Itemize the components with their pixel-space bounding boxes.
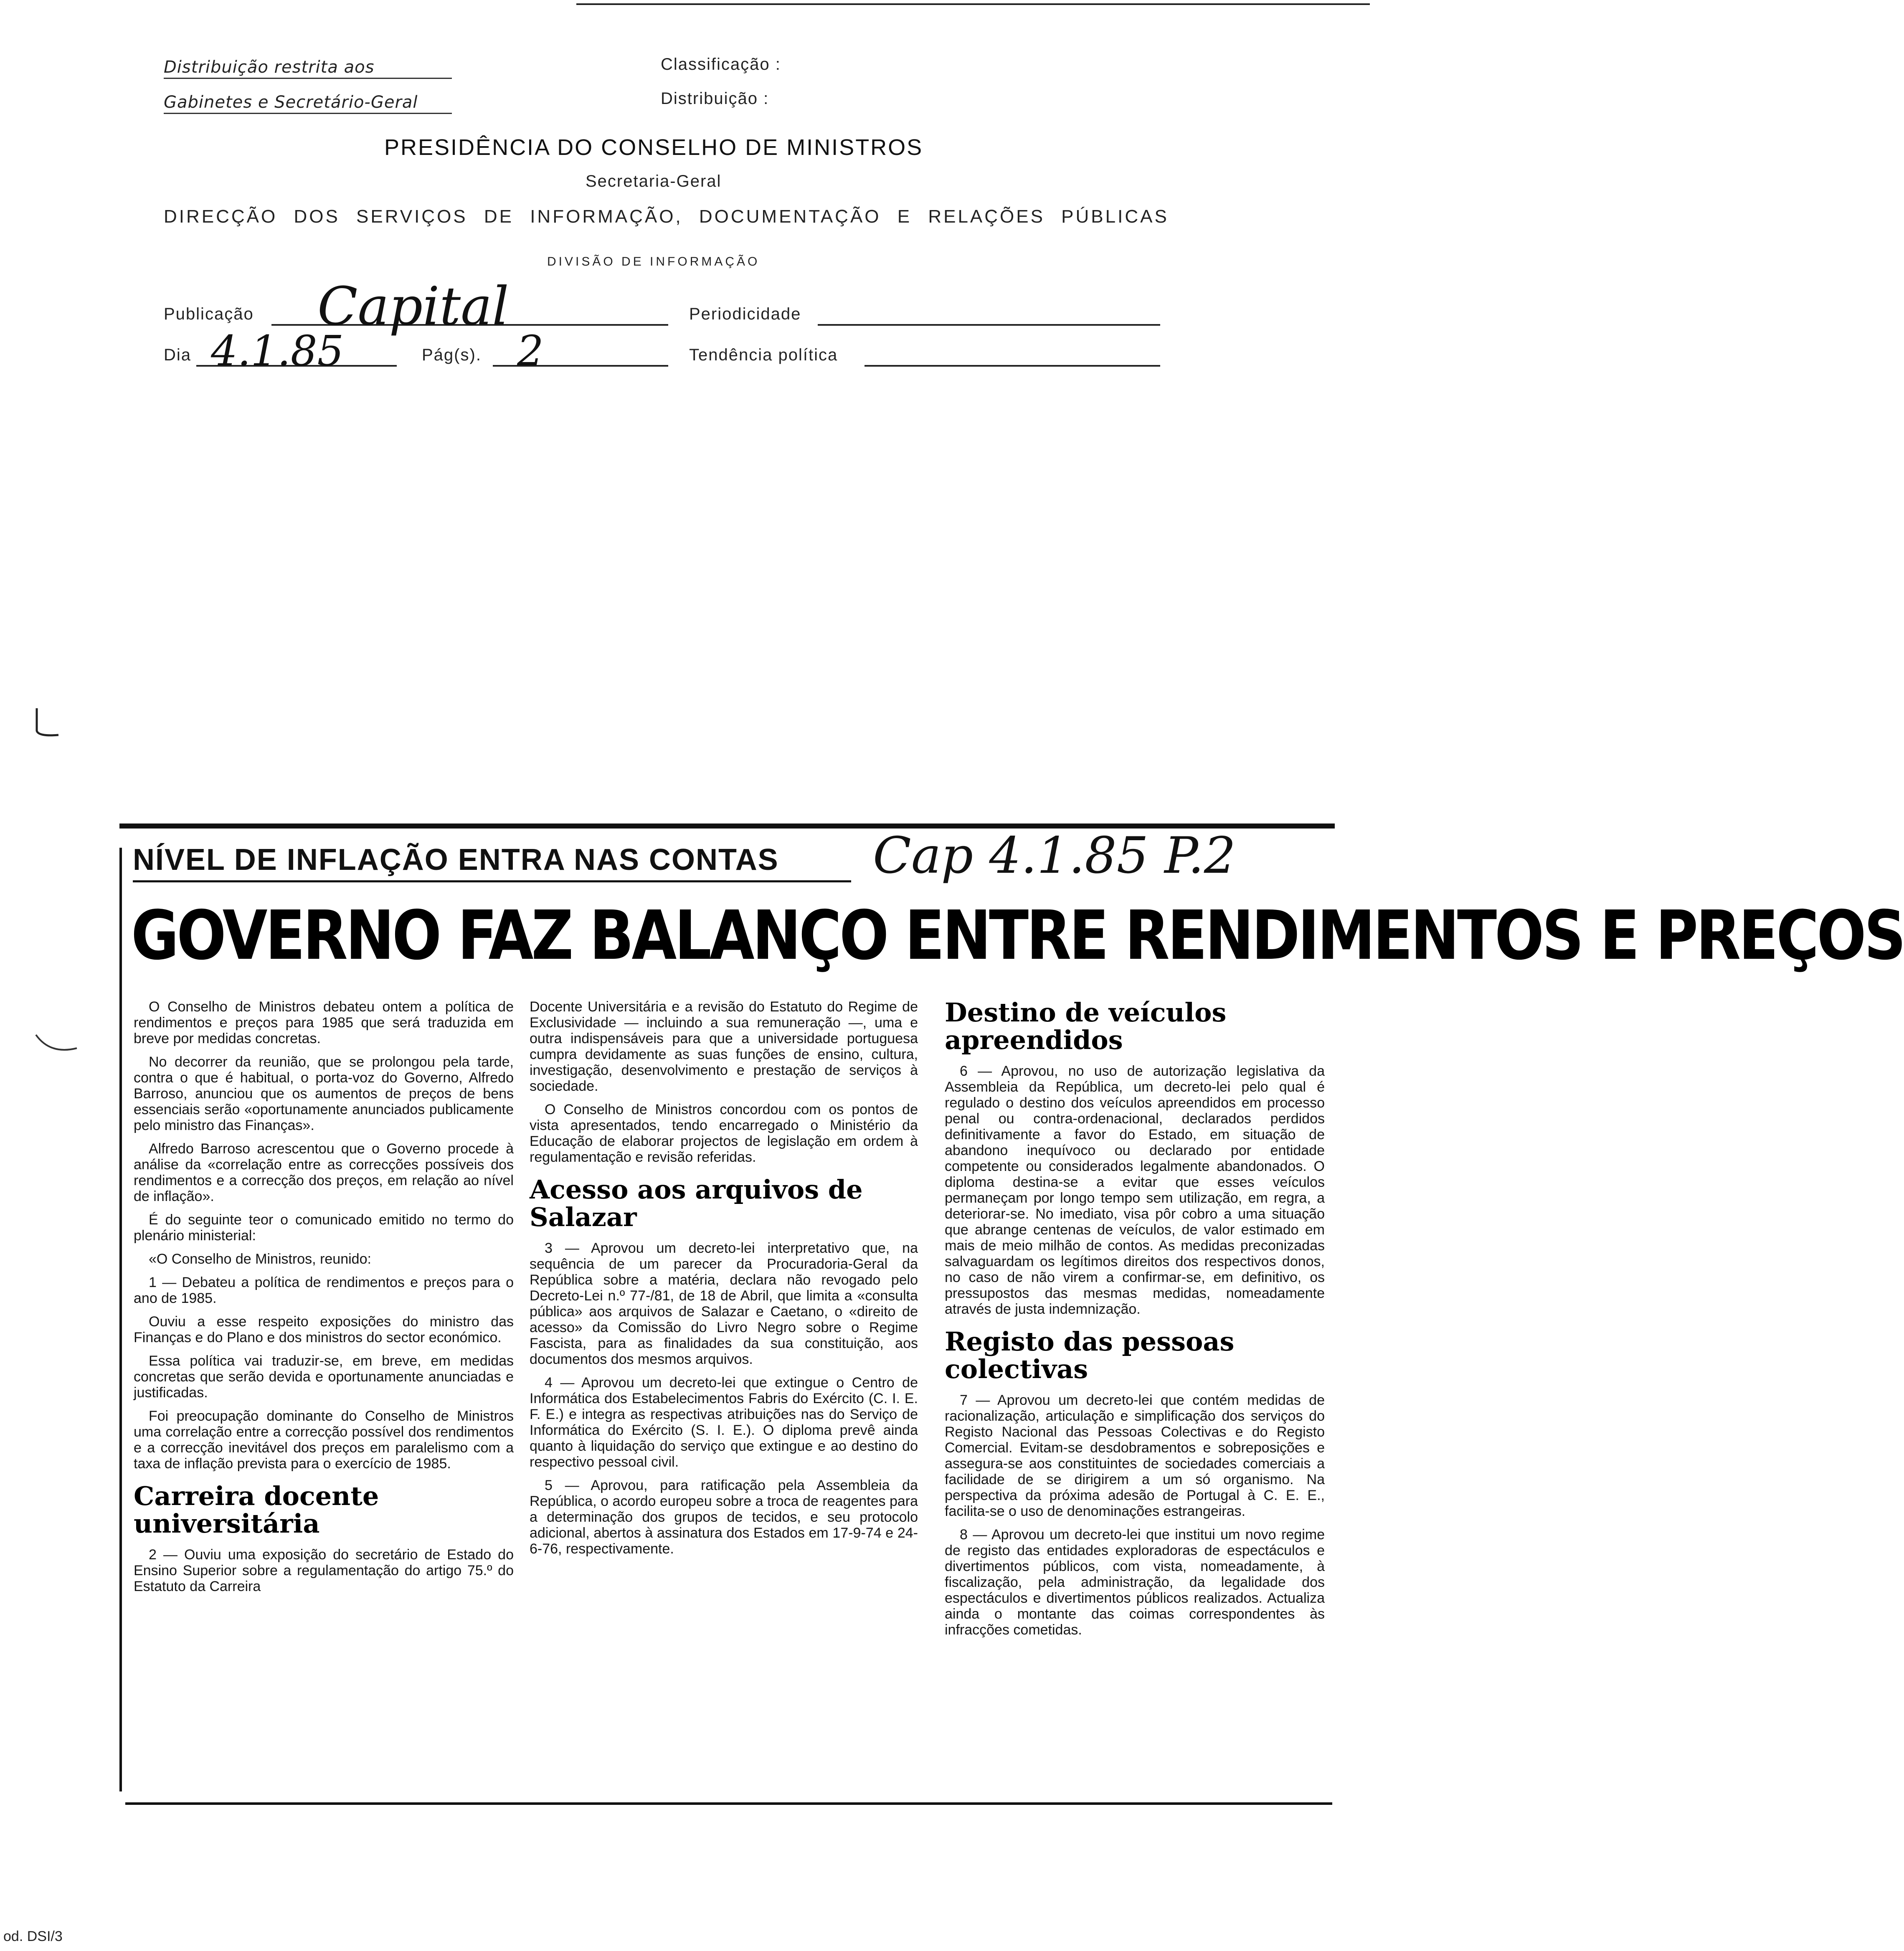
- kicker-underline: [133, 880, 851, 882]
- col1-paragraph-2: No decorrer da reunião, que se prolongou pela tarde, contra o que é habitual, o porta-voz do Governo, Alfredo Barroso, anunciou que os aumentos de preços de bens essenciais serão «oportunamente anunciados publicamente pelo ministro das Finanças».: [134, 1054, 514, 1133]
- col1-paragraph-7: Ouviu a esse respeito exposições do ministro das Finanças e do Plano e dos ministros do sector económico.: [134, 1314, 514, 1345]
- distribution-label: Distribuição :: [661, 89, 769, 108]
- col1-paragraph-1: O Conselho de Ministros debateu ontem a política de rendimentos e preços para 1985 que será traduzida em breve por medidas concretas.: [134, 999, 514, 1046]
- clipping-bottom-rule: [125, 1802, 1332, 1805]
- day-handwritten: 4.1.85: [211, 327, 344, 375]
- col2-paragraph-1: Docente Universitária e a revisão do Estatuto do Regime de Exclusividade — incluindo a sua remuneração —, uma e outra indispensáveis para que a universidade portuguesa cumpra devidamente as suas funções de ensino, cultura, investigação, desenvolvimento e prestação de serviços à sociedade.: [530, 999, 918, 1094]
- day-label: Dia: [164, 346, 192, 364]
- col3-paragraph-2: 7 — Aprovou um decreto-lei que contém medidas de racionalização, articulação e simplificação dos serviços do Registo Nacional das Pessoas Colectivas e do Registo Comercial. Evitam-se desdobramentos e sobreposições e assegura-se aos constituintes de sociedades comerciais a facilidade de se dirigirem a um só organismo. Na perspectiva da próxima adesão de Portugal à C. E. E., facilita-se o uso de denominações estrangeiras.: [945, 1392, 1325, 1519]
- scan-top-edge: [576, 3, 1370, 5]
- col2-paragraph-4: 4 — Aprovou um decreto-lei que extingue o Centro de Informática dos Estabelecimentos Fabris do Exército (C. I. E. F. E.) e integra as respectivas atribuições nas do Serviço de Informática do Exército (S. I. E.). O diploma prevê ainda quanto à liquidação do serviço que extingue e ao destino do respectivo pessoal civil.: [530, 1375, 918, 1470]
- distribution-restricted-line2: Gabinetes e Secretário-Geral: [164, 93, 418, 112]
- col2-paragraph-3: 3 — Aprovou um decreto-lei interpretativo que, na sequência de um parecer da Procuradoria-Geral da República sobre a matéria, declara não revogado pelo Decreto-Lei n.º 77-/81, de 18 de Abril, que limita a «consulta pública» aos arquivos de Salazar e Caetano, o «direito de acesso» da Comissão do Livro Negro sobre o Regime Fascista, para as finalidades da sua constituição, aos documentos dos mesmos arquivos.: [530, 1240, 918, 1367]
- col1-paragraph-6: 1 — Debateu a política de rendimentos e preços para o ano de 1985.: [134, 1274, 514, 1306]
- margin-mark-2: [33, 1031, 79, 1059]
- article-column-1: [134, 999, 514, 1602]
- article-kicker: NÍVEL DE INFLAÇÃO ENTRA NAS CONTAS: [133, 843, 779, 877]
- handwritten-reference: Cap 4.1.85 P.2: [873, 827, 1236, 885]
- col1-paragraph-3: Alfredo Barroso acrescentou que o Governo procede à análise da «correlação entre as correcções possíveis dos rendimentos e a correcção dos preços, em relação ao nível de inflação».: [134, 1141, 514, 1204]
- pages-label: Pág(s).: [422, 346, 482, 364]
- underline-1: [164, 78, 452, 79]
- col1-paragraph-10: 2 — Ouviu uma exposição do secretário de Estado do Ensino Superior sobre a regulamentação do artigo 75.º do Estatuto da Carreira: [134, 1547, 514, 1594]
- article-column-3: [945, 999, 1325, 1645]
- col1-paragraph-5: «O Conselho de Ministros, reunido:: [149, 1251, 371, 1267]
- form-model-code: od. DSI/3: [3, 1928, 63, 1944]
- col1-paragraph-9: Foi preocupação dominante do Conselho de Ministros uma correlação entre a correcção possível dos rendimentos e a correcção inevitável dos preços em paralelismo com a taxa de inflação prevista para o exercício de 1985.: [134, 1408, 514, 1472]
- periodicity-line: [818, 324, 1160, 326]
- publication-label: Publicação: [164, 305, 254, 323]
- periodicity-label: Periodicidade: [689, 305, 801, 323]
- article-column-2: [530, 999, 918, 1564]
- col3-paragraph-1: 6 — Aprovou, no uso de autorização legislativa da Assembleia da República, um decreto-lei pelo qual é regulado o destino dos veículos apreendidos em processo penal ou contra-ordenacional, declarados perdidos definitivamente a favor do Estado, em situação de abandono inequívoco ou declarado por entidade competente ou considerados legalmente abandonados. O diploma destina-se a evitar que esses veículos permaneçam por longo tempo sem utilização, em regra, a deteriorar-se. No imediato, visa pôr cobro a uma situação que abrange centenas de veículos, de valor estimado em mais de meio milhão de contos. As medidas preconizadas salvaguardam os legítimos direitos dos respectivos donos, no caso de não virem a confirmar-se, em definitivo, os pressupostos das mesmas medidas, nomeadamente através de justa indemnização.: [945, 1063, 1325, 1317]
- pages-handwritten: 2: [517, 327, 544, 375]
- distribution-restricted-line1: Distribuição restrita aos: [164, 58, 375, 77]
- subhead-destino-veiculos: Destino de veículos apreendidos: [945, 997, 1227, 1055]
- col1-paragraph-4: É do seguinte teor o comunicado emitido no termo do plenário ministerial:: [134, 1212, 514, 1244]
- subhead-carreira-docente: Carreira docente universitária: [134, 1481, 379, 1539]
- margin-mark-1: [33, 706, 71, 750]
- classification-label: Classificação :: [661, 55, 781, 73]
- tendency-line: [865, 365, 1160, 367]
- org-title: PRESIDÊNCIA DO CONSELHO DE MINISTROS: [384, 135, 923, 160]
- division: DIVISÃO DE INFORMAÇÃO: [547, 255, 760, 269]
- col2-paragraph-2: O Conselho de Ministros concordou com os pontos de vista apresentados, tendo encarregado o Ministério da Educação de elaborar projectos de legislação em ordem à regulamentação e revisão referidas.: [530, 1102, 918, 1165]
- tendency-label: Tendência política: [689, 346, 838, 364]
- article-headline: GOVERNO FAZ BALANÇO ENTRE RENDIMENTOS E PREÇOS: [131, 897, 1904, 975]
- col1-paragraph-8: Essa política vai traduzir-se, em breve, em medidas concretas que serão devida e oportunamente anunciadas e justificadas.: [134, 1353, 514, 1401]
- publication-handwritten: Capital: [317, 276, 509, 337]
- org-subtitle: Secretaria-Geral: [586, 172, 722, 190]
- underline-2: [164, 113, 452, 114]
- col2-paragraph-5: 5 — Aprovou, para ratificação pela Assembleia da República, o acordo europeu sobre a troca de reagentes para a determinação dos grupos de tecidos, e seu protocolo adicional, abertos à assinatura dos Estados em 17-9-74 e 24-6-76, respectivamente.: [530, 1477, 918, 1557]
- clipping-left-rule: [119, 848, 122, 1791]
- subhead-registo-pessoas: Registo das pessoas colectivas: [945, 1326, 1235, 1384]
- subhead-arquivos-salazar: Acesso aos arquivos de Salazar: [530, 1174, 863, 1232]
- directorate: DIRECÇÃO DOS SERVIÇOS DE INFORMAÇÃO, DOCUMENTAÇÃO E RELAÇÕES PÚBLICAS: [164, 206, 1169, 227]
- col3-paragraph-3: 8 — Aprovou um decreto-lei que institui um novo regime de registo das entidades exploradoras de espectáculos e divertimentos públicos, com vista, nomeadamente, à fiscalização, pela administração, da legalidade dos espectáculos e divertimentos públicos realizados. Actualiza ainda o montante das coimas correspondentes às infracções cometidas.: [945, 1527, 1325, 1638]
